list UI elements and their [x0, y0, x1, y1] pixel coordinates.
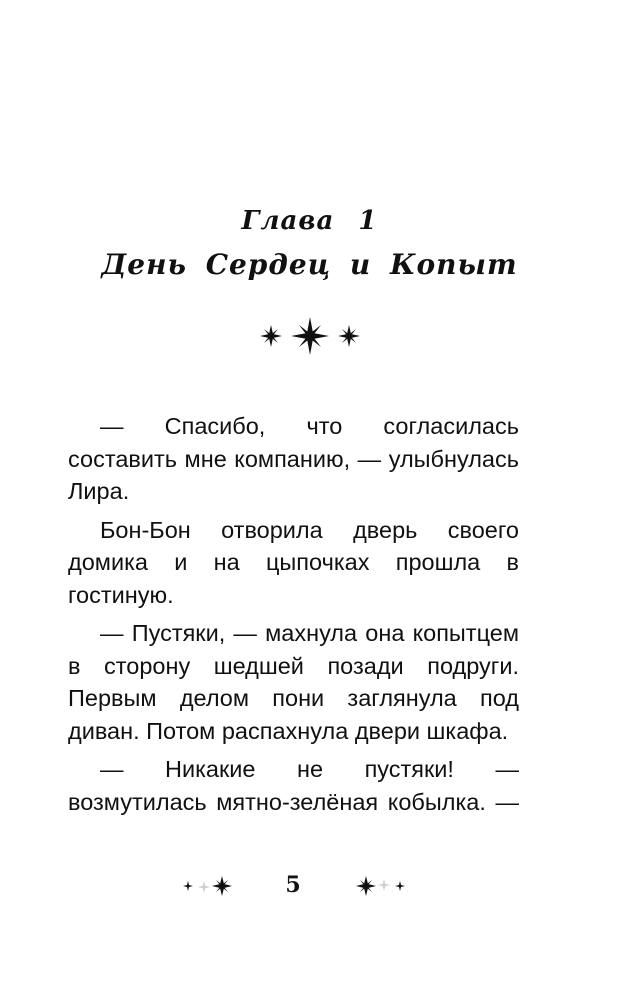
paragraph: Бон-Бон отворила дверь своего домика и на цыпочках прошла в гостиную.: [68, 516, 519, 608]
footer-star-icon: [352, 874, 408, 898]
large-star-icon: [290, 316, 330, 356]
chapter-title: День Сердец и Копыт: [101, 248, 518, 281]
star-cluster-icon: [0, 316, 619, 356]
paragraph: — Пустяки, — махнула она копытцем в сторону шедшей позади подруги. Первым делом пони заглянула под диван. Потом распахнула двери шкафа.: [68, 620, 519, 744]
paragraph: — Спасибо, что согласилась составить мне компанию, — улыбнулась Лира.: [68, 413, 519, 504]
page-footer: [0, 872, 619, 902]
footer-star-icon: [180, 874, 236, 898]
small-star-icon: [336, 323, 362, 349]
small-star-icon: [258, 323, 284, 349]
paragraph: — Никакие не пустяки! — возмутилась мятно-зелёная кобылка. —: [68, 756, 519, 815]
body-text: [68, 410, 519, 824]
page-number: 5: [285, 872, 301, 898]
chapter-number: Глава 1: [241, 206, 378, 236]
